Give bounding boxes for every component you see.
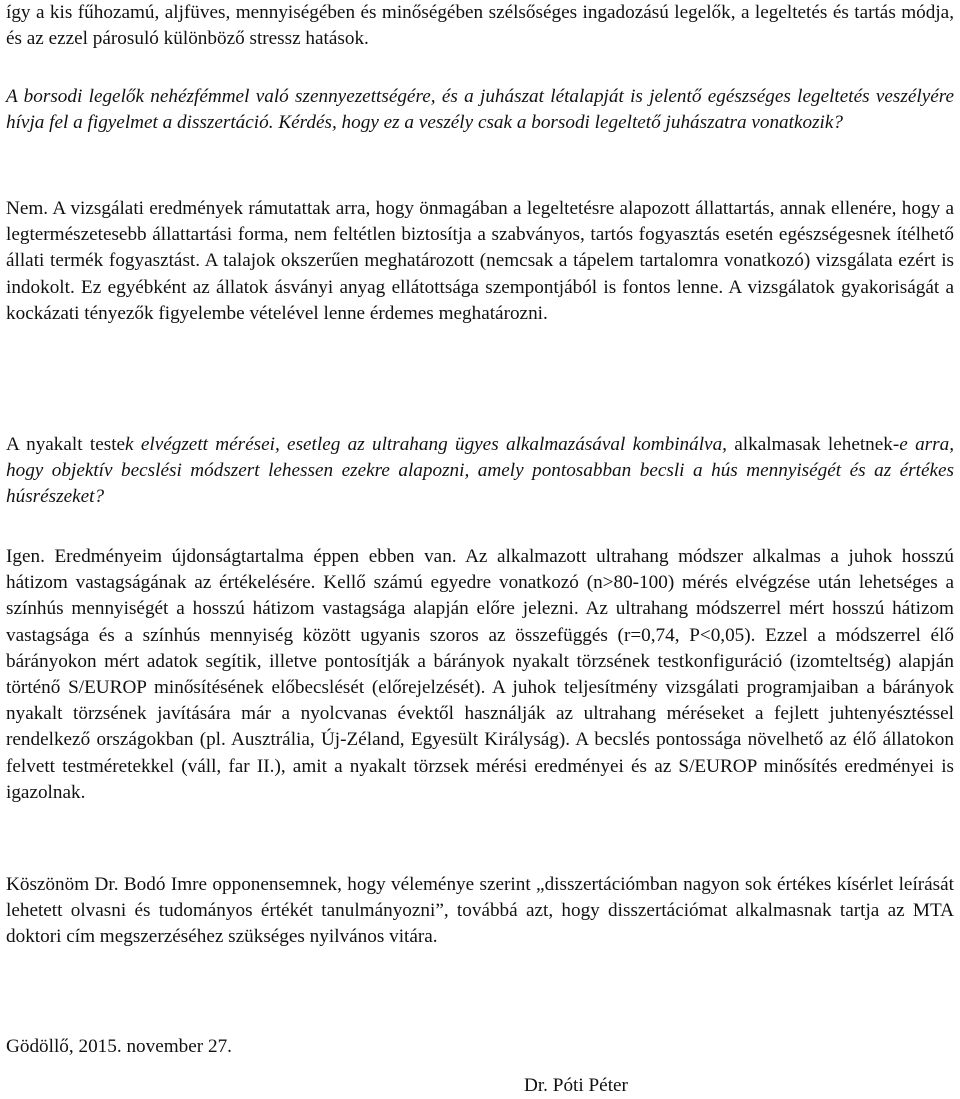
place-and-date: Gödöllő, 2015. november 27. (6, 1036, 232, 1057)
question-upright-text: alkalmasak lehetnek- (726, 434, 900, 455)
paragraph-acknowledgement: Köszönöm Dr. Bodó Imre opponensemnek, hogy véleménye szerint „disszertációmban nagyon sok értékes kísérlet leírását lehetett olvasni és tudományos értékét tanulmányozni”, továbbá azt, hogy disszertációmat alkalmasnak tartja az MTA doktori cím megszerzéséhez szükséges nyilvános vitára. (6, 874, 954, 948)
paragraph-intro-continuation: így a kis fűhozamú, aljfüves, mennyiségében és minőségében szélsőséges ingadozású legelők, a legeltetés és tartás módja, és az ezzel párosuló különböző stressz hatások. (6, 2, 954, 50)
question-text: Kérdés, hogy ez a veszély csak a borsodi legeltető juhászatra vonatkozik? (273, 112, 843, 134)
paragraph-answer-heavy-metal: Nem. A vizsgálati eredmények rámutattak arra, hogy önmagában a legeltetésre alapozott állattartás, annak ellenére, hogy a legtermészetesebb állattartási forma, nem feltétlen biztosítja a szabványos, tartós fogyasztás esetén egészségesnek ítélhető állati termék fogyasztást. A talajok okszerűen meghatározott (nemcsak a tápelem tartalomra vonatkozó) vizsgálata ezért is indokolt. Ez egyébként az állatok ásványi anyag ellátottsága szempontjából is fontos lenne. A vizsgálatok gyakoriságát a kockázati tényezők figyelembe vételével lenne érdemes meghatározni. (6, 198, 954, 324)
question-italic-text: k elvégzett mérései, esetleg az ultrahang ügyes alkalmazásával kombinálva, (125, 434, 727, 455)
paragraph-answer-ultrasound: Igen. Eredményeim újdonságtartalma éppen ebben van. Az alkalmazott ultrahang módszer alkalmas a juhok hosszú hátizom vastagságának az értékelésére. Kellő számú egyedre vonatkozó (n>80-100) mérés elvégzése után lehetséges a színhús mennyiségét a hosszú hátizom vastagsága alapján előre jelezni. Az ultrahang módszerrel mért hosszú hátizom vastagsága és a színhús mennyiség között ugyanis szoros az összefüggés (r=0,74, P<0,05). Ezzel a módszerrel élő bárányokon mért adatok segítik, illetve pontosítják a bárányok nyakalt törzsének testkonfiguráció (izomteltség) alapján történő S/EUROP minősítésének előbecslését (előrejelzését). A juhok teljesítmény vizsgálati programjaiban a bárányok nyakalt törzsének javítására már a nyolcvanas évektől használják az ultrahang méréseket a fejlett juhtenyésztéssel rendelkező országokban (pl. Ausztrália, Új-Zéland, Egyesült Királyság). A becslés pontossága növelhető az élő állatokon felvett testméretekkel (váll, far II.), amit a nyakalt törzsek mérési eredményei és az S/EUROP minősítés eredményei is igazolnak. (6, 546, 954, 803)
author-signature: Dr. Póti Péter (524, 1075, 628, 1096)
question-context-text: A borsodi legelők nehézfémmel való szennyezettségére, és a juhászat létalapját is jelentő egészséges legeltetés veszélyére hívja fel a figyelmet a disszertáció. (6, 86, 954, 134)
paragraph-question-ultrasound (6, 432, 954, 511)
question-upright-text: A nyakalt teste (6, 434, 126, 455)
paragraph-question-heavy-metal (6, 84, 954, 136)
question-italic-text: e arra, hogy objektív becslési módszert lehessen ezekre alapozni, amely pontosabban becsli a hús mennyiségét és az értékes húsrészeket? (6, 434, 955, 508)
